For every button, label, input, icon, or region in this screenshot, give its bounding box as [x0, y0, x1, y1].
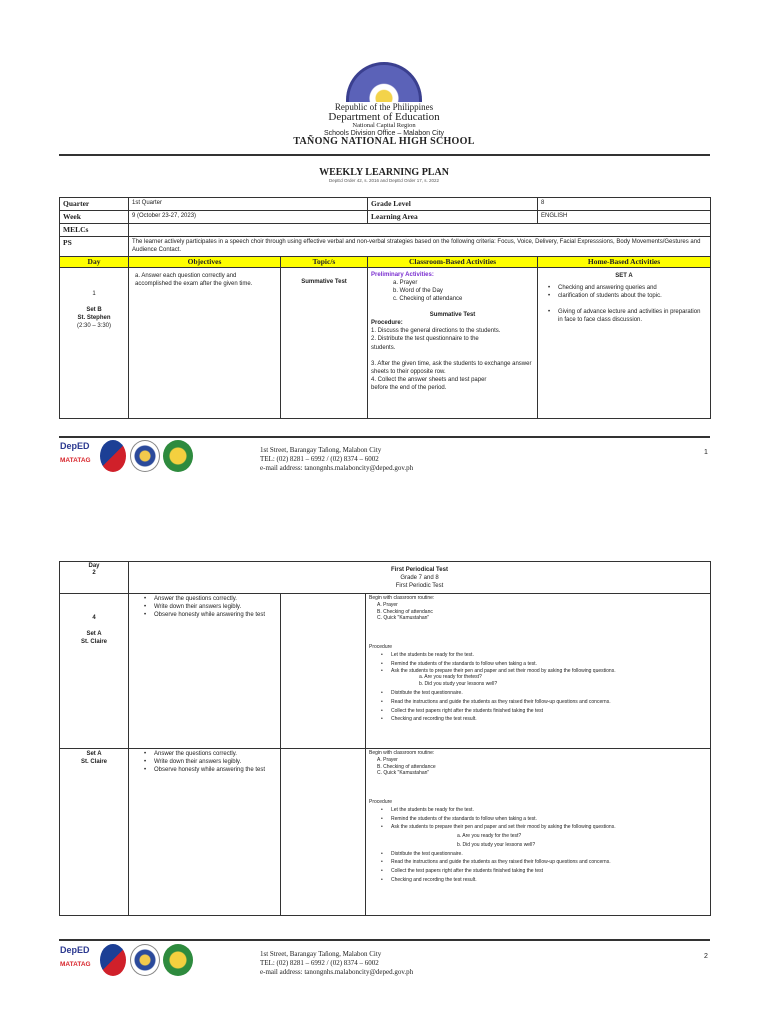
- classroom-activities: [368, 267, 538, 418]
- objective-item: • Answer the questions correctly.: [140, 595, 277, 603]
- quarter-label: Quarter: [60, 198, 129, 211]
- day1-cell: [60, 267, 129, 418]
- routine-item: C. Quick "Kamustahan": [377, 615, 430, 622]
- deped-matatag-logo: [60, 944, 94, 976]
- page-subtitle: DepEd Order 42, s. 2016 and DepEd Order 17, s. 2022: [328, 178, 440, 183]
- melcs-value: [129, 224, 711, 237]
- footer-email: e-mail address: tanongnhs.malaboncity@deped.gov.ph: [260, 967, 414, 976]
- question-item: b. Did you study your lessons well?: [457, 841, 536, 848]
- procedure-item: • Distribute the test questionnaire.: [377, 689, 707, 698]
- letterhead: [184, 103, 584, 147]
- bagong-pilipinas-logo: [100, 440, 126, 472]
- objective-item: • Observe honesty while answering the test: [140, 611, 277, 619]
- home-title: SET A: [615, 272, 633, 279]
- division-seal: [130, 440, 160, 472]
- grade-label: Grade Level: [368, 198, 538, 211]
- footer-email: e-mail address: tanongnhs.malaboncity@deped.gov.ph: [260, 463, 414, 472]
- page-number: 2: [704, 953, 708, 960]
- day-number: 1: [92, 290, 96, 297]
- prelim-title: Preliminary Activities:: [371, 271, 434, 278]
- deped-wordmark: DepED: [60, 945, 90, 955]
- division-seal: [130, 944, 160, 976]
- day2-table: [59, 561, 711, 916]
- test-banner: [129, 562, 711, 594]
- activities-cell: [366, 749, 711, 916]
- procedure-item: • Distribute the test questionnaire.: [377, 850, 707, 859]
- prelim-item: a. Prayer: [393, 279, 418, 286]
- routine-item: C. Quick "Kamustahan": [377, 770, 430, 777]
- table-row: [60, 594, 711, 749]
- ps-value: The learner actively participates in a speech choir through using effective verbal and non-verbal strategies based on the following criteria: Focus, Voice, Delivery, Facial Expresssions, Body Movements/Gestures and Audience Contact.: [129, 237, 711, 256]
- deped-matatag-logo: [60, 440, 94, 472]
- row-day-cell: [60, 749, 129, 916]
- footer-logos: [60, 944, 190, 978]
- page-number: 1: [704, 449, 708, 456]
- header-divider: [59, 154, 710, 156]
- table-row: [60, 749, 711, 916]
- procedure-step: 4. Collect the answer sheets and test paper before the end of the period.: [371, 376, 487, 391]
- footer-tel: TEL: (02) 8281 – 6992 / (02) 8374 – 6002: [260, 454, 379, 463]
- procedure-item: • Ask the students to prepare their pen and paper and set their mood by asking the following questions.: [377, 668, 707, 674]
- day2-cell: [60, 562, 129, 594]
- procedure-item: • Checking and recording the test result.: [377, 876, 707, 885]
- home-activities: [538, 267, 711, 418]
- routine-title: Begin with classroom routine:: [369, 595, 435, 601]
- procedure-item: • Remind the students of the standards to follow when taking a test.: [377, 660, 707, 669]
- col-topics: Topic/s: [281, 256, 368, 267]
- prelim-item: c. Checking of attendance: [393, 295, 463, 302]
- footer-address: 1st Street, Barangay Tañong, Malabon City: [260, 950, 382, 958]
- page-title: WEEKLY LEARNING PLAN: [319, 167, 449, 178]
- footer-divider: [59, 436, 710, 438]
- section-label: St. Stephen: [77, 314, 111, 321]
- procedure-step: 1. Discuss the general directions to the students.: [371, 328, 501, 335]
- objectives-cell: [129, 749, 281, 916]
- question-item: a. Are you ready for thetest?: [419, 674, 482, 681]
- bagong-pilipinas-logo: [100, 944, 126, 976]
- footer-address: 1st Street, Barangay Tañong, Malabon City: [260, 446, 382, 454]
- procedure-item: • Read the instructions and guide the students as they raised their follow-up questions and concerns.: [377, 858, 707, 867]
- set-label: Set A: [86, 751, 102, 757]
- matatag-wordmark: MATATAG: [60, 457, 91, 464]
- school-seal: [163, 440, 193, 472]
- topic: Summative Test: [281, 267, 368, 418]
- objective-item: • Observe honesty while answering the test: [140, 766, 277, 774]
- set-label: Set B: [86, 306, 102, 313]
- footer-logos: [60, 440, 190, 474]
- quarter-value: 1st Quarter: [129, 198, 368, 211]
- col-day: Day: [60, 256, 129, 267]
- procedure-item: • Collect the test papers right after the students finished taking the test: [377, 707, 707, 716]
- objectives-cell: [129, 594, 281, 749]
- school-name: TAÑONG NATIONAL HIGH SCHOOL: [293, 135, 475, 147]
- area-value: ENGLISH: [538, 211, 711, 224]
- day-number: 4: [92, 615, 96, 621]
- topic-cell: [281, 749, 366, 916]
- department: Department of Education: [328, 111, 440, 123]
- region: National Capital Region: [352, 122, 416, 129]
- procedure-step: 2. Distribute the test questionnaire to the students.: [371, 336, 479, 351]
- footer-divider: [59, 939, 710, 941]
- test-title: Summative Test: [429, 312, 476, 319]
- melcs-label: MELCs: [60, 224, 129, 237]
- col-classroom: Classroom-Based Activities: [368, 256, 538, 267]
- week-value: 9 (October 23-27, 2023): [129, 211, 368, 224]
- home-item: • Checking and answering queries and: [544, 284, 704, 292]
- republic: Republic of the Philippines: [334, 102, 434, 112]
- routine-item: A. Prayer: [377, 601, 398, 608]
- grade-value: 8: [538, 198, 711, 211]
- procedure-item: • Remind the students of the standards to follow when taking a test.: [377, 815, 707, 824]
- matatag-wordmark: MATATAG: [60, 961, 91, 968]
- section-label: St. Claire: [80, 639, 107, 646]
- question-item: b. Did you study your lessons well?: [419, 681, 498, 688]
- procedure-item: • Let the students be ready for the test.: [377, 651, 707, 660]
- footer-contact: [260, 446, 413, 472]
- banner-line: First Periodical Test: [391, 567, 448, 573]
- objective-item: • Write down their answers legibly.: [140, 758, 277, 766]
- procedure-title: Procedure:: [371, 320, 403, 327]
- row-day-cell: [60, 594, 129, 749]
- prelim-list: [371, 279, 534, 303]
- footer-tel: TEL: (02) 8281 – 6992 / (02) 8374 – 6002: [260, 958, 379, 967]
- procedure-item: • Collect the test papers right after the students finished taking the test: [377, 867, 707, 876]
- weekly-plan-table: [59, 197, 711, 419]
- prelim-item: b. Word of the Day: [393, 287, 443, 294]
- procedure-item: • Ask the students to prepare their pen and paper and set their mood by asking the following questions.: [377, 823, 707, 832]
- topic-cell: [281, 594, 366, 749]
- day-number: 2: [92, 569, 96, 576]
- time-label: (2:30 – 3:30): [76, 323, 112, 330]
- routine-item: B. Checking of attendance: [377, 763, 436, 770]
- ps-label: PS: [60, 237, 129, 256]
- division: Schools Division Office – Malabon City: [323, 129, 445, 137]
- banner-line: First Periodic Test: [395, 583, 444, 590]
- day-label: Day: [88, 563, 100, 569]
- objective-item: • Answer the questions correctly.: [140, 750, 277, 758]
- activities-cell: [366, 594, 711, 749]
- routine-title: Begin with classroom routine:: [369, 750, 435, 756]
- col-objectives: Objectives: [129, 256, 281, 267]
- procedure-item: • Let the students be ready for the test.: [377, 806, 707, 815]
- procedure-item: • Checking and recording the test result.: [377, 715, 707, 724]
- week-label: Week: [60, 211, 129, 224]
- deped-seal: [346, 62, 422, 102]
- procedure-title: Procedure: [369, 799, 393, 805]
- area-label: Learning Area: [368, 211, 538, 224]
- col-home: Home-Based Activities: [538, 256, 711, 267]
- home-item: • Giving of advance lecture and activities in preparation in face to face class discussion.: [544, 308, 704, 324]
- school-seal: [163, 944, 193, 976]
- set-label: Set A: [86, 631, 102, 638]
- deped-wordmark: DepED: [60, 441, 90, 451]
- routine-item: A. Prayer: [377, 756, 398, 763]
- objective-item: • Write down their answers legibly.: [140, 603, 277, 611]
- procedure-title: Procedure: [369, 644, 393, 650]
- home-item: • clarification of students about the topic.: [544, 292, 704, 300]
- objective: a. Answer each question correctly and accomplished the exam after the given time.: [129, 267, 281, 418]
- banner-line: Grade 7 and 8: [400, 575, 439, 582]
- procedure-step: 3. After the given time, ask the students to exchange answer sheets to their opposite row.: [371, 360, 532, 375]
- procedure-item: • Read the instructions and guide the students as they raised their follow-up questions and concerns.: [377, 698, 707, 707]
- footer-contact: [260, 950, 413, 976]
- question-item: a. Are you ready for the test?: [457, 833, 522, 839]
- routine-item: B. Checking of attendanc: [377, 608, 433, 615]
- section-label: St. Claire: [80, 759, 107, 766]
